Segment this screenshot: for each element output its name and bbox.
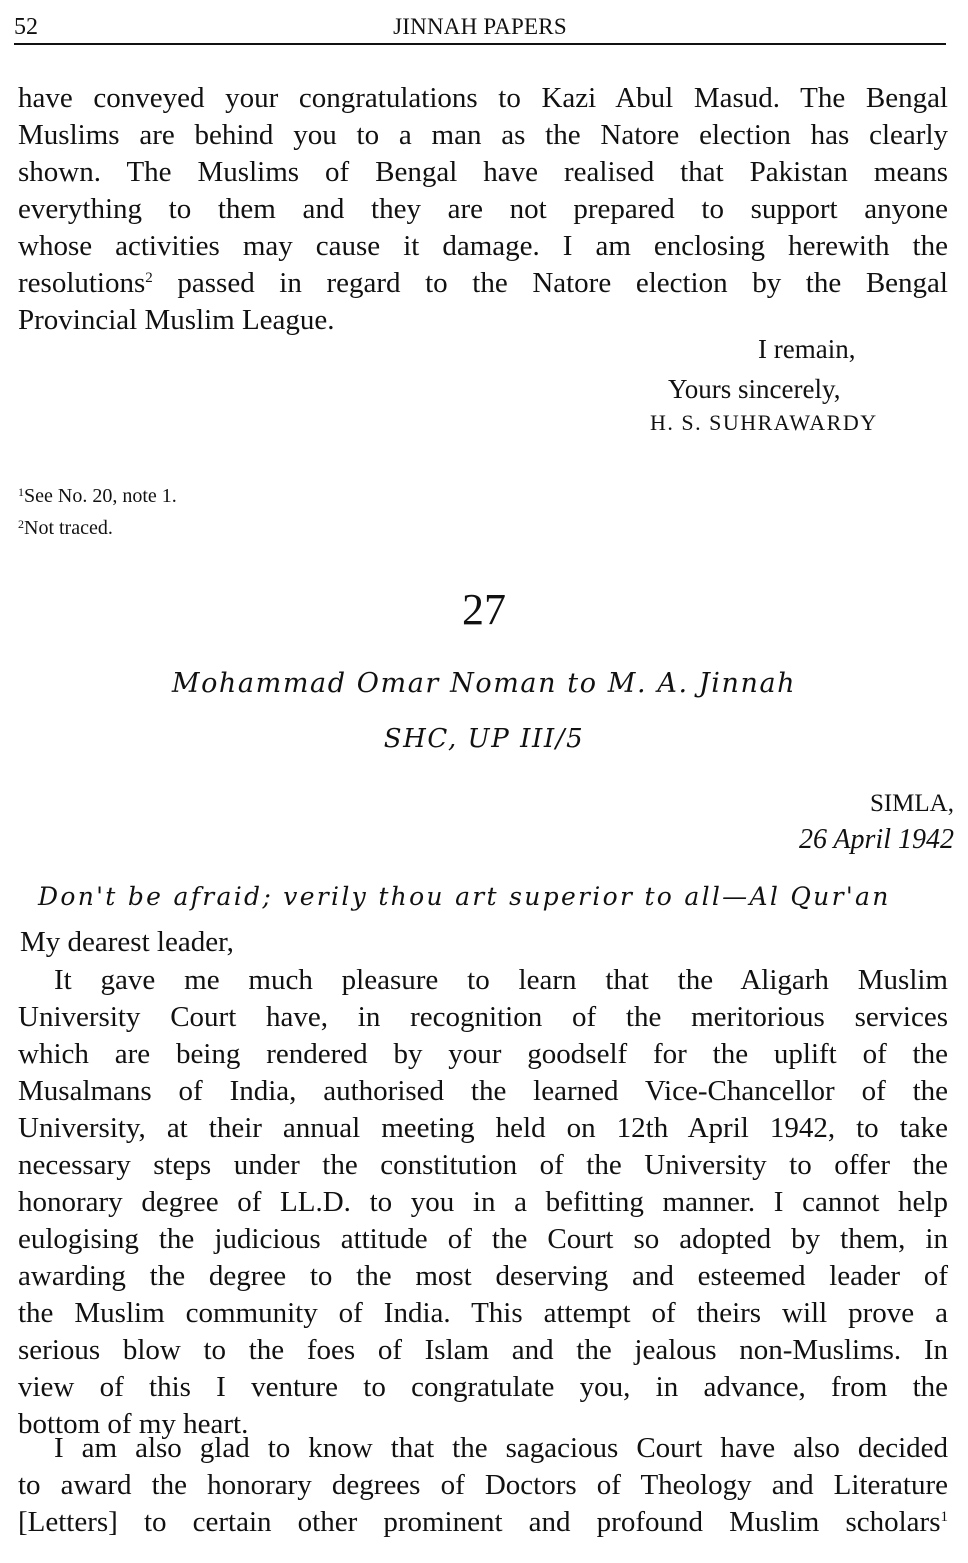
footnote-mark: 2 [18, 517, 24, 531]
footnote-mark: 1 [18, 485, 24, 499]
text-fragment: [Letters] to certain other prominent and profound Muslim scholars [18, 1506, 941, 1538]
text-fragment: resolutions [18, 267, 146, 299]
text-line: whose activities may cause it damage. I am enclosing herewith the [18, 230, 948, 262]
text-line: eulogising the judicious attitude of the Court so adopted by them, in [18, 1223, 948, 1255]
text-line: honorary degree of LL.D. to you in a befitting manner. I cannot help [18, 1186, 948, 1218]
page-header [14, 10, 946, 44]
text-fragment: passed in regard to the Natore election by the Bengal [152, 267, 948, 299]
closing-sincerely: Yours sincerely, [668, 374, 841, 404]
footnote-ref: 1 [940, 1509, 948, 1525]
text-line: serious blow to the foes of Islam and the jealous non-Muslims. In [18, 1334, 948, 1366]
text-line: have conveyed your congratulations to Kazi Abul Masud. The Bengal [18, 82, 948, 114]
header-rule [14, 43, 946, 45]
text-line: bottom of my heart. [18, 1408, 249, 1440]
page-number: 52 [14, 14, 38, 40]
signature: H. S. SUHRAWARDY [650, 410, 878, 435]
letter-paragraph-3 [18, 1430, 948, 1541]
text-line-with-footnote [18, 1504, 948, 1541]
text-line: to award the honorary degrees of Doctors of Theology and Literature [18, 1469, 948, 1501]
running-title: JINNAH PAPERS [393, 14, 567, 39]
text-line: which are being rendered by your goodself for the uplift of the [18, 1038, 948, 1070]
text-line-with-footnote [18, 265, 948, 302]
salutation: My dearest leader, [20, 926, 234, 958]
text-line: necessary steps under the constitution of the University to offer the [18, 1149, 948, 1181]
text-line: shown. The Muslims of Bengal have realised that Pakistan means [18, 156, 948, 188]
footnote-2 [18, 510, 177, 542]
document-title: Mohammad Omar Noman to M. A. Jinnah [171, 668, 797, 699]
footnotes [18, 478, 177, 542]
text-line: view of this I venture to congratulate you, in advance, from the [18, 1371, 948, 1403]
text-line: Musalmans of India, authorised the learned Vice-Chancellor of the [18, 1075, 948, 1107]
text-line: the Muslim community of India. This attempt of theirs will prove a [18, 1297, 948, 1329]
footnote-text: See No. 20, note 1. [24, 485, 177, 507]
text-line: Muslims are behind you to a man as the Natore election has clearly [18, 119, 948, 151]
text-line: University, at their annual meeting held on 12th April 1942, to take [18, 1112, 948, 1144]
epigraph: Don't be afraid; verily thou art superior to all—Al Qur'an [38, 882, 891, 911]
text-line: everything to them and they are not prepared to support anyone [18, 193, 948, 225]
text-line: awarding the degree to the most deserving and esteemed leader of [18, 1260, 948, 1292]
footnote-text: Not traced. [24, 517, 113, 539]
document-source: SHC, UP III/5 [383, 724, 585, 754]
text-line: I am also glad to know that the sagacious Court have also decided [54, 1432, 948, 1464]
footnote-ref: 2 [145, 270, 153, 286]
closing-remain: I remain, [758, 334, 856, 364]
footnote-1 [18, 478, 177, 510]
letter-place: SIMLA, [869, 790, 954, 817]
text-line: It gave me much pleasure to learn that the Aligarh Muslim [54, 964, 948, 996]
letter-paragraph-1 [18, 80, 948, 339]
text-line: University Court have, in recognition of the meritorious services [18, 1001, 948, 1033]
letter-paragraph-2 [18, 962, 948, 1443]
document-number: 27 [462, 585, 506, 634]
letter-date: 26 April 1942 [798, 824, 954, 855]
text-line: Provincial Muslim League. [18, 304, 335, 336]
